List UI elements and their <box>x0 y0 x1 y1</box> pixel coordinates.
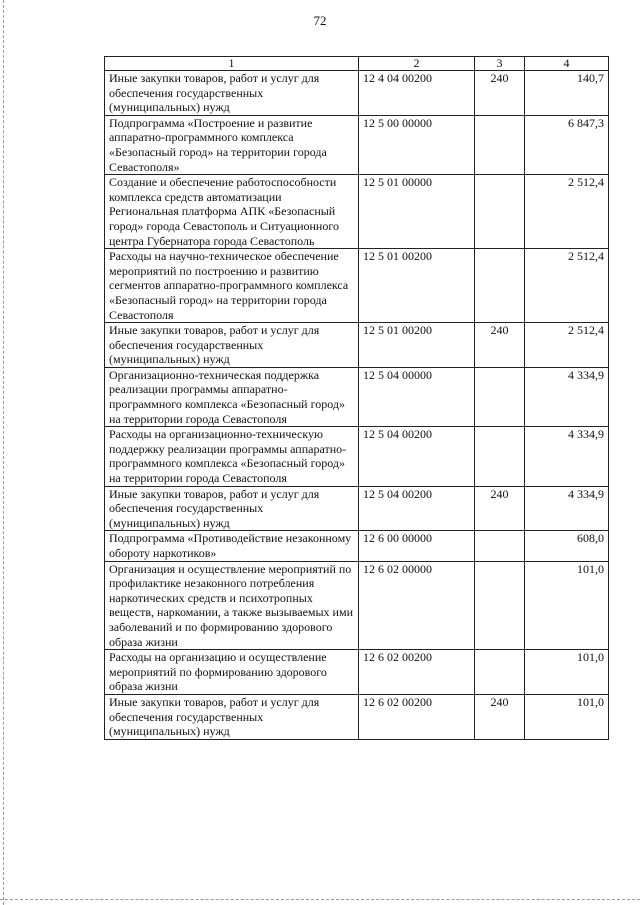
scan-edge-bottom <box>0 899 640 900</box>
row-type <box>475 427 525 486</box>
row-type: 240 <box>475 694 525 739</box>
table-row <box>105 367 609 426</box>
row-type: 240 <box>475 323 525 368</box>
row-code: 12 5 00 00000 <box>359 115 475 174</box>
row-type: 240 <box>475 71 525 116</box>
row-sum: 4 334,9 <box>525 427 609 486</box>
row-name: Подпрограмма «Построение и развитие аппаратно-программного комплекса «Безопасный город» на территории города Севастополя» <box>105 115 359 174</box>
row-code: 12 5 04 00000 <box>359 367 475 426</box>
header-col-2: 2 <box>359 57 475 71</box>
row-sum: 2 512,4 <box>525 249 609 323</box>
row-sum: 4 334,9 <box>525 486 609 531</box>
row-code: 12 5 01 00000 <box>359 175 475 249</box>
row-type <box>475 175 525 249</box>
table-row <box>105 249 609 323</box>
row-code: 12 6 02 00200 <box>359 650 475 695</box>
row-code: 12 6 02 00200 <box>359 694 475 739</box>
table-header <box>105 57 609 71</box>
page-number: 72 <box>313 13 327 28</box>
row-code: 12 6 02 00000 <box>359 561 475 650</box>
row-name: Расходы на организацию и осуществление мероприятий по формированию здорового образа жизни <box>105 650 359 695</box>
row-sum: 101,0 <box>525 650 609 695</box>
budget-table <box>104 56 609 740</box>
row-name: Иные закупки товаров, работ и услуг для обеспечения государственных (муниципальных) нужд <box>105 71 359 116</box>
row-sum: 4 334,9 <box>525 367 609 426</box>
table-row <box>105 531 609 561</box>
row-name: Подпрограмма «Противодействие незаконному обороту наркотиков» <box>105 531 359 561</box>
table-row <box>105 175 609 249</box>
row-type <box>475 561 525 650</box>
row-type <box>475 531 525 561</box>
row-type <box>475 650 525 695</box>
row-type <box>475 249 525 323</box>
row-name: Расходы на организационно-техническую поддержку реализации программы аппаратно-программного комплекса «Безопасный город» на территории города Севастополя <box>105 427 359 486</box>
row-sum: 2 512,4 <box>525 175 609 249</box>
row-name: Иные закупки товаров, работ и услуг для обеспечения государственных (муниципальных) нужд <box>105 486 359 531</box>
row-code: 12 5 04 00200 <box>359 486 475 531</box>
row-sum: 101,0 <box>525 694 609 739</box>
table-body <box>105 71 609 740</box>
row-name: Иные закупки товаров, работ и услуг для обеспечения государственных (муниципальных) нужд <box>105 323 359 368</box>
header-col-3: 3 <box>475 57 525 71</box>
header-row <box>105 57 609 71</box>
row-sum: 608,0 <box>525 531 609 561</box>
scan-edge-left <box>3 0 4 905</box>
row-name: Организация и осуществление мероприятий по профилактике незаконного потребления наркотических средств и психотропных веществ, наркомании, а также вызываемых ими заболеваний и по формированию здорового образа жизни <box>105 561 359 650</box>
table-row <box>105 486 609 531</box>
row-sum: 2 512,4 <box>525 323 609 368</box>
row-code: 12 5 04 00200 <box>359 427 475 486</box>
row-code: 12 5 01 00200 <box>359 249 475 323</box>
table-row <box>105 427 609 486</box>
row-type <box>475 367 525 426</box>
table-row <box>105 71 609 116</box>
table-row <box>105 115 609 174</box>
row-type <box>475 115 525 174</box>
row-name: Иные закупки товаров, работ и услуг для обеспечения государственных (муниципальных) нужд <box>105 694 359 739</box>
row-name: Расходы на научно-техническое обеспечение мероприятий по построению и развитию сегментов аппаратно-программного комплекса «Безопасный город» на территории города Севастополя <box>105 249 359 323</box>
header-col-1: 1 <box>105 57 359 71</box>
table-row <box>105 650 609 695</box>
row-sum: 6 847,3 <box>525 115 609 174</box>
row-name: Создание и обеспечение работоспособности комплекса средств автоматизации Региональная платформа АПК «Безопасный город» города Севастополь и Ситуационного центра Губернатора города Севастополь <box>105 175 359 249</box>
row-sum: 101,0 <box>525 561 609 650</box>
row-name: Организационно-техническая поддержка реализации программы аппаратно-программного комплекса «Безопасный город» на территории города Севастополя <box>105 367 359 426</box>
row-code: 12 5 01 00200 <box>359 323 475 368</box>
table-row <box>105 323 609 368</box>
row-code: 12 4 04 00200 <box>359 71 475 116</box>
row-sum: 140,7 <box>525 71 609 116</box>
row-type: 240 <box>475 486 525 531</box>
table-row <box>105 694 609 739</box>
row-code: 12 6 00 00000 <box>359 531 475 561</box>
header-col-4: 4 <box>525 57 609 71</box>
table-row <box>105 561 609 650</box>
